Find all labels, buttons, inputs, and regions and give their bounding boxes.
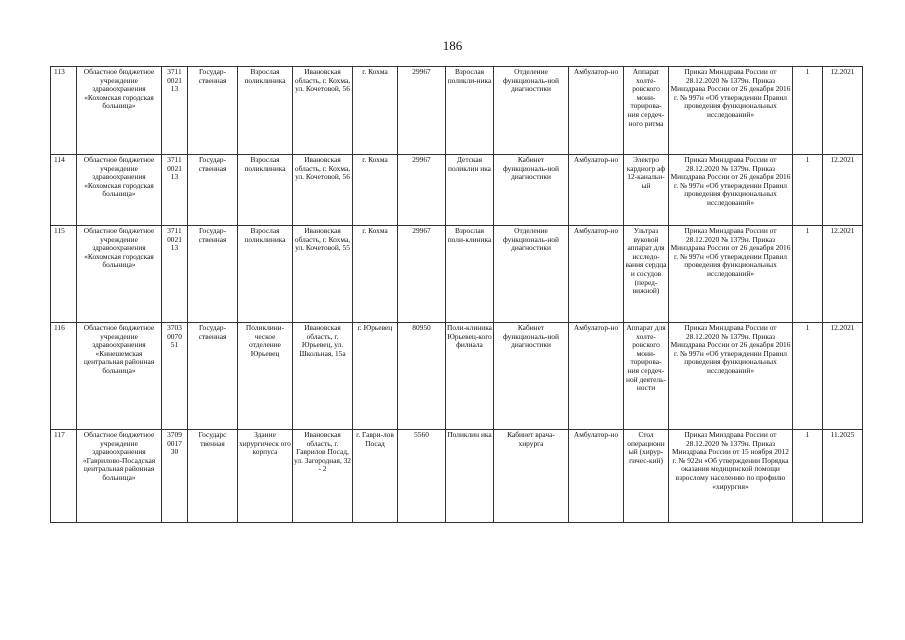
organization-code: 3703 0070 51 [162, 323, 188, 430]
department: Взрослая поли-клиника [446, 226, 494, 323]
organization-code: 3711 0021 13 [162, 67, 188, 155]
regulatory-order: Приказ Минздрава России от 28.12.2020 № 1379н. Приказ Минздрава России от 26 декабря 2016 г. № 997н «Об утверждении Правил проведения функциональных исследований» [669, 323, 793, 430]
delivery-date: 11.2025 [823, 430, 863, 523]
locality: г. Кохма [353, 67, 398, 155]
organization-name: Областное бюджетное учреждение здравоохранения «Кохомская городская больница» [77, 67, 162, 155]
regulatory-order: Приказ Минздрава России от 28.12.2020 № 1379н. Приказ Минздрава России от 26 декабря 2016 г. № 997н «Об утверждении Правил проведения функциональных исследований» [669, 226, 793, 323]
locality: г. Кохма [353, 155, 398, 226]
care-conditions: Амбулатор-но [569, 226, 624, 323]
room: Кабинет функциональ-ной диагностики [494, 155, 569, 226]
quantity: 1 [793, 430, 823, 523]
department: Поли-клиника Юрьевец-кого филиала [446, 323, 494, 430]
locality: г. Кохма [353, 226, 398, 323]
population: 29967 [398, 67, 446, 155]
room: Отделение функциональ-ной диагностики [494, 226, 569, 323]
care-conditions: Амбулатор-но [569, 430, 624, 523]
regulatory-order: Приказ Минздрава России от 28.12.2020 № 1379н. Приказ Минздрава России от 26 декабря 2016 г. № 997н «Об утверждении Правил проведения функциональных исследований» [669, 155, 793, 226]
structural-unit: Поликлини-ческое отделение Юрьевец [238, 323, 293, 430]
care-conditions: Амбулатор-но [569, 155, 624, 226]
ownership-form: Государс твенная [188, 430, 238, 523]
delivery-date: 12.2021 [823, 226, 863, 323]
table-row [51, 155, 863, 226]
ownership-form: Государ-ственная [188, 323, 238, 430]
organization-code: 3711 0021 13 [162, 226, 188, 323]
row-number: 114 [51, 155, 77, 226]
department: Взрослая поликли-ника [446, 67, 494, 155]
equipment-name: Стол операционный (хирур-гичес-кий) [624, 430, 669, 523]
table-row [51, 323, 863, 430]
quantity: 1 [793, 226, 823, 323]
structural-unit: Здание хирургическ ого корпуса [238, 430, 293, 523]
organization-name: Областное бюджетное учреждение здравоохранения «Кинешемская центральная районная больница» [77, 323, 162, 430]
locality: г. Юрьевец [353, 323, 398, 430]
structural-unit: Взрослая поликлиника [238, 226, 293, 323]
quantity: 1 [793, 67, 823, 155]
room: Отделение функциональ-ной диагностики [494, 67, 569, 155]
locality: г. Гаври-лов Посад [353, 430, 398, 523]
equipment-table [50, 66, 863, 523]
population: 80950 [398, 323, 446, 430]
population: 29967 [398, 226, 446, 323]
ownership-form: Государ-ственная [188, 155, 238, 226]
delivery-date: 12.2021 [823, 323, 863, 430]
address: Ивановская область, г. Гаврилов Посад, ул. Загородная, 32 - 2 [293, 430, 353, 523]
room: Кабинет врача-хирурга [494, 430, 569, 523]
address: Ивановская область, г. Кохма, ул. Кочетовой, 55 [293, 226, 353, 323]
population: 5560 [398, 430, 446, 523]
room: Кабинет функциональ-ной диагностики [494, 323, 569, 430]
population: 29967 [398, 155, 446, 226]
row-number: 117 [51, 430, 77, 523]
organization-name: Областное бюджетное учреждение здравоохранения «Кохомская городская больница» [77, 226, 162, 323]
address: Ивановская область, г. Кохма, ул. Кочетовой, 56 [293, 67, 353, 155]
equipment-name: Электро кардиогр аф 12-канальн-ый [624, 155, 669, 226]
row-number: 115 [51, 226, 77, 323]
department: Поликлин ика [446, 430, 494, 523]
row-number: 116 [51, 323, 77, 430]
quantity: 1 [793, 155, 823, 226]
structural-unit: Взрослая поликлиника [238, 155, 293, 226]
organization-code: 3711 0021 13 [162, 155, 188, 226]
equipment-name: Аппарат для холте-ровского мони-торирова-ния сердеч-ной деятель-ности [624, 323, 669, 430]
ownership-form: Государ-ственная [188, 226, 238, 323]
quantity: 1 [793, 323, 823, 430]
table-row [51, 226, 863, 323]
equipment-name: Аппарат холте-ровского мони-торирова-ния сердеч-ного ритма [624, 67, 669, 155]
structural-unit: Взрослая поликлиника [238, 67, 293, 155]
organization-name: Областное бюджетное учреждение здравоохранения «Гаврилово-Посадская центральная районная больница» [77, 430, 162, 523]
care-conditions: Амбулатор-но [569, 67, 624, 155]
care-conditions: Амбулатор-но [569, 323, 624, 430]
organization-name: Областное бюджетное учреждение здравоохранения «Кохомская городская больница» [77, 155, 162, 226]
equipment-name: Ультраз вуковой аппарат для исследо-вания сердца и сосудов (перед-вижной) [624, 226, 669, 323]
delivery-date: 12.2021 [823, 155, 863, 226]
table-row [51, 430, 863, 523]
organization-code: 3709 0017 30 [162, 430, 188, 523]
page-number: 186 [442, 38, 463, 53]
delivery-date: 12.2021 [823, 67, 863, 155]
ownership-form: Государ-ственная [188, 67, 238, 155]
table-row [51, 67, 863, 155]
address: Ивановская область, г. Кохма, ул. Кочетовой, 56 [293, 155, 353, 226]
address: Ивановская область, г. Юрьевец, ул. Школьная, 15а [293, 323, 353, 430]
department: Детская поликлин ика [446, 155, 494, 226]
regulatory-order: Приказ Минздрава России от 28.12.2020 № 1379н. Приказ Минздрава России от 26 декабря 2016 г. № 997н «Об утверждении Правил проведения функциональных исследований» [669, 67, 793, 155]
row-number: 113 [51, 67, 77, 155]
regulatory-order: Приказ Минздрава России от 28.12.2020 № 1379н. Приказ Минздрава России от 15 ноября 2012 г. № 922н «Об утверждении Порядка оказания медицинской помощи взрослому населению по профилю «хирургия» [669, 430, 793, 523]
